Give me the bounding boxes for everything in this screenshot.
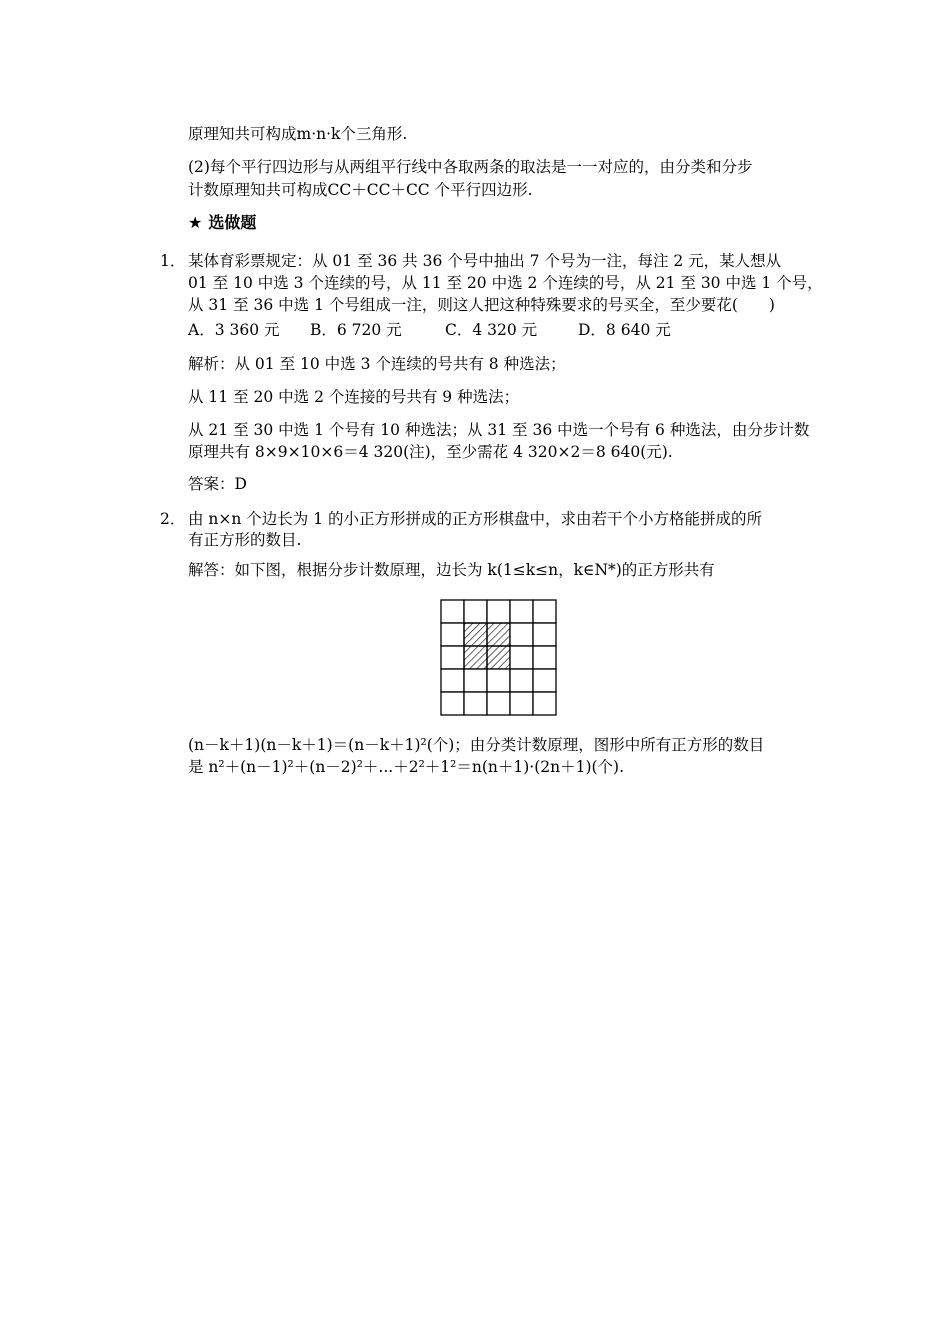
shaded-cell	[487, 646, 510, 669]
q2-solution-line-2: (n－k＋1)(n－k＋1)＝(n－k＋1)²(个)；由分类计数原理，图形中所有正方形的数目	[188, 736, 765, 754]
q1-stem-line-1: 某体育彩票规定：从 01 至 36 共 36 个号中抽出 7 个号为一注，每注 2 元，某人想从	[188, 252, 782, 270]
grid-cell	[533, 692, 556, 715]
grid-cell	[533, 623, 556, 646]
q1-solution-line-2: 从 11 至 20 中选 2 个连接的号共有 9 种选法；	[188, 388, 520, 406]
q1-choice-d: D．8 640 元	[578, 321, 671, 339]
q2-stem-line-2: 有正方形的数目.	[188, 531, 302, 549]
q2-stem-line-1: 由 n×n 个边长为 1 的小正方形拼成的正方形棋盘中，求由若干个小方格能拼成的所	[188, 510, 763, 528]
part2-line-2: 计数原理知共可构成CC＋CC＋CC 个平行四边形.	[188, 181, 533, 199]
q1-choice-a: A．3 360 元	[188, 321, 280, 339]
q1-choice-b: B．6 720 元	[310, 321, 402, 339]
grid-cell	[487, 600, 510, 623]
grid-cell	[441, 600, 464, 623]
grid-cell	[441, 692, 464, 715]
grid-cell	[533, 600, 556, 623]
grid-cell	[464, 669, 487, 692]
q1-solution-line-3: 从 21 至 30 中选 1 个号有 10 种选法；从 31 至 36 中选一个号有 6 种选法，由分步计数	[188, 421, 810, 439]
grid-cell	[510, 669, 533, 692]
grid-cell	[441, 623, 464, 646]
q2-solution-line-1: 解答：如下图，根据分步计数原理，边长为 k(1≤k≤n，k∈N*)的正方形共有	[188, 561, 715, 579]
part2-line-1: (2)每个平行四边形与从两组平行线中各取两条的取法是一一对应的，由分类和分步	[188, 158, 753, 176]
shaded-cell	[464, 623, 487, 646]
q2-number: 2．	[160, 510, 186, 528]
shaded-cell	[487, 623, 510, 646]
q1-number: 1．	[160, 252, 186, 270]
shaded-cell	[464, 646, 487, 669]
star-icon: ★	[188, 213, 203, 232]
grid-cell	[487, 669, 510, 692]
grid-cell	[510, 692, 533, 715]
grid-cell	[510, 623, 533, 646]
q1-solution-line-1: 解析：从 01 至 10 中选 3 个连续的号共有 8 种选法；	[188, 355, 566, 373]
q1-stem-line-2: 01 至 10 中选 3 个连续的号，从 11 至 20 中选 2 个连续的号，从 21 至 30 中选 1 个号，	[188, 274, 823, 292]
grid-cell	[510, 646, 533, 669]
section-title: 选做题	[208, 213, 257, 232]
grid-cell	[464, 600, 487, 623]
q2-solution-line-3: 是 n²＋(n－1)²＋(n－2)²＋...＋2²＋1²＝n(n＋1)·(2n＋1)(个).	[188, 758, 625, 776]
q1-choice-c: C．4 320 元	[445, 321, 538, 339]
grid-cell	[487, 692, 510, 715]
grid-cell	[441, 646, 464, 669]
grid-cell	[533, 646, 556, 669]
grid-cell	[533, 669, 556, 692]
chessboard-figure	[440, 599, 558, 717]
q1-solution-line-4: 原理共有 8×9×10×6＝4 320(注)，至少需花 4 320×2＝8 640(元).	[188, 443, 673, 461]
grid-cell	[464, 692, 487, 715]
section-heading	[188, 213, 256, 233]
grid-cell	[510, 600, 533, 623]
q1-stem-line-3: 从 31 至 36 中选 1 个号组成一注，则这人把这种特殊要求的号买全，至少要花( )	[188, 296, 775, 314]
prev-conclusion-line: 原理知共可构成m·n·k个三角形.	[188, 125, 408, 143]
grid-cell	[441, 669, 464, 692]
q1-answer: 答案：D	[188, 475, 247, 493]
